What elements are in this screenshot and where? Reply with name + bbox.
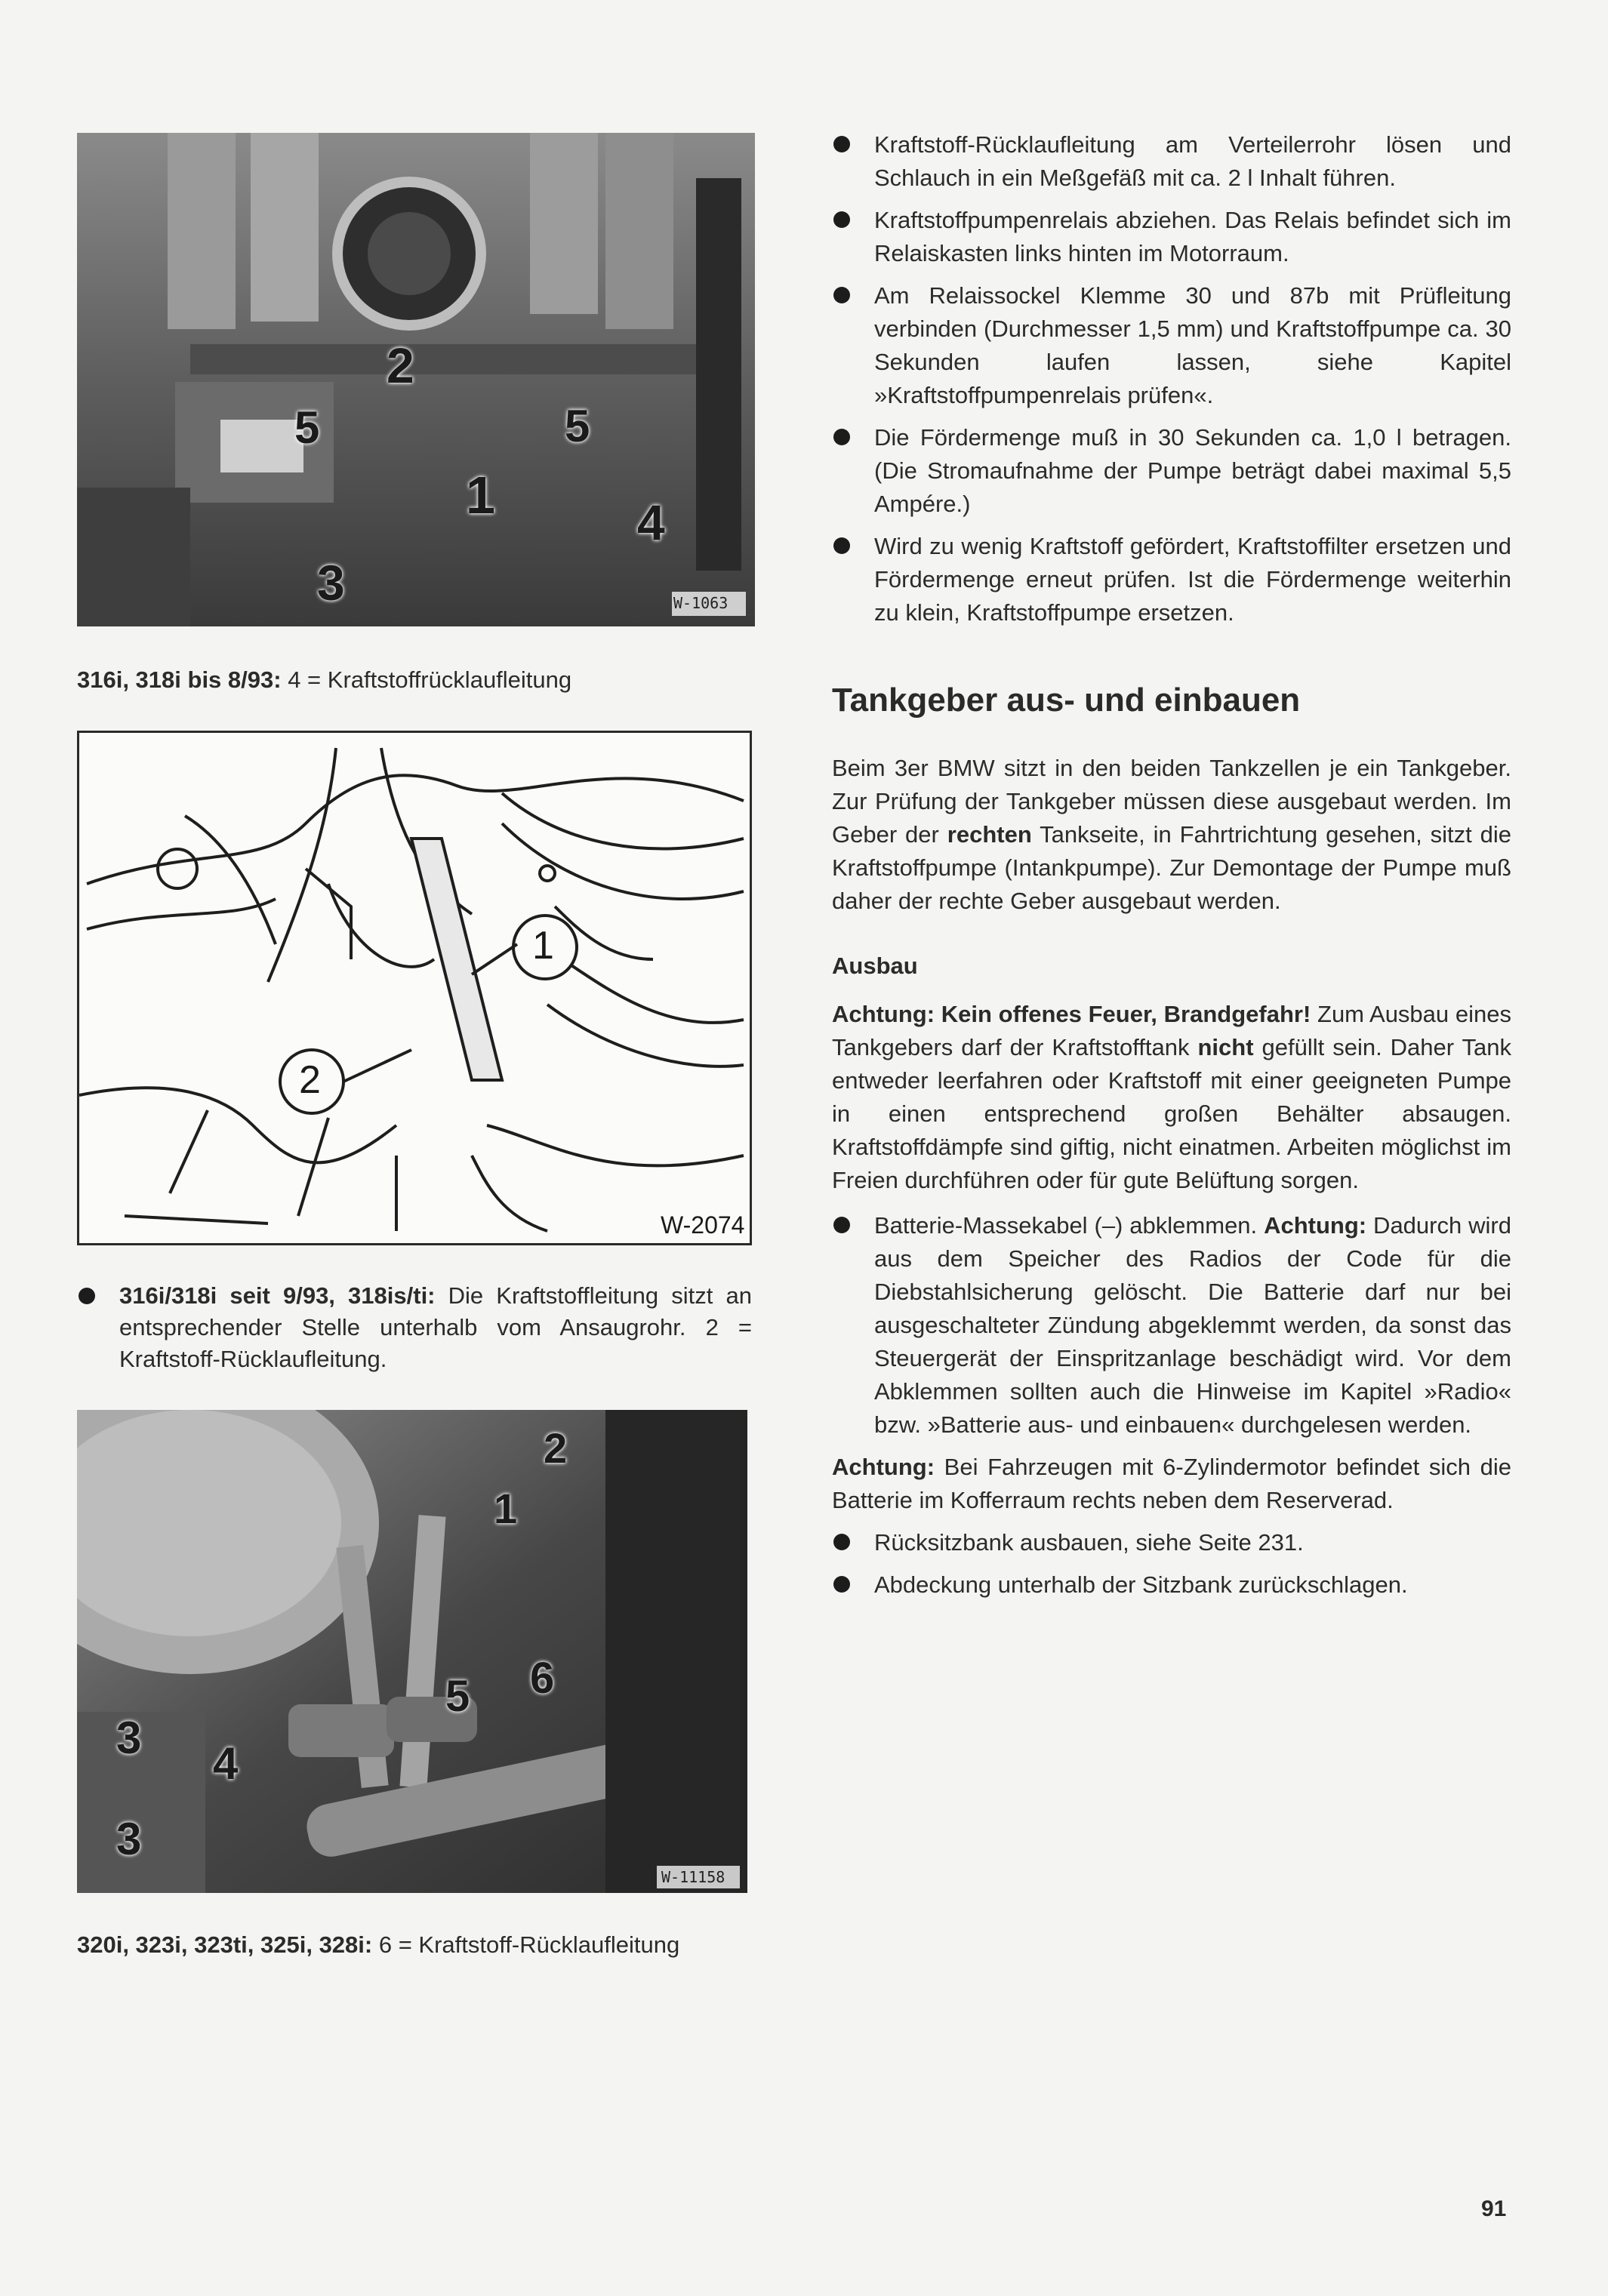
six-text: Bei Fahrzeugen mit 6-Zylindermotor befindet sich die Batterie im Kofferraum rechts neben dem Reserverad. bbox=[832, 1454, 1511, 1513]
figure-code: W-2074 bbox=[661, 1211, 745, 1239]
caption-bold: 316i, 318i bis 8/93: bbox=[77, 666, 282, 693]
list-item-text: Die Fördermenge muß in 30 Sekunden ca. 1,0 l betragen. (Die Stromaufnahme der Pumpe beträgt dabei maximal 5,5 Ampére.) bbox=[874, 424, 1511, 517]
callout-5-right: 5 bbox=[565, 401, 590, 451]
list-item bbox=[832, 1209, 1511, 1442]
page-number: 91 bbox=[1481, 2196, 1507, 2221]
battery-text-a: Batterie-Massekabel (–) abklemmen. bbox=[874, 1212, 1265, 1239]
bullet-dot bbox=[833, 1576, 850, 1593]
section-heading: Tankgeber aus- und einbauen bbox=[832, 682, 1301, 719]
right-column bbox=[832, 128, 1511, 1611]
intro-bold: rechten bbox=[947, 821, 1032, 848]
callout-1: 1 bbox=[532, 924, 554, 968]
figure-code: W-11158 bbox=[661, 1868, 725, 1886]
battery-text-b: Dadurch wird aus dem Speicher des Radios der Code für die Diebstahlsicherung gelöscht. Die Batterie darf nur bei ausgeschalteter Zündung abgeklemmt werden, da sonst das Steuergerät der Einspritzanlage beschädigt wird. Vor dem Abklemmen sollten auch die Hinweise im Kapitel »Radio« bzw. »Batterie aus- und einbauen« durchgelesen werden. bbox=[874, 1212, 1511, 1438]
callout-5: 5 bbox=[445, 1672, 470, 1721]
six-bold: Achtung: bbox=[832, 1454, 935, 1480]
list-item bbox=[832, 421, 1511, 521]
figure-code: W-1063 bbox=[673, 594, 729, 612]
subheading: Ausbau bbox=[832, 953, 918, 979]
callout-4: 4 bbox=[637, 494, 665, 550]
figure-3-caption bbox=[77, 1929, 756, 1961]
callout-6: 6 bbox=[530, 1654, 555, 1703]
bullet-dot bbox=[833, 136, 850, 152]
six-cylinder-note bbox=[832, 1451, 1511, 1517]
callout-3-lower: 3 bbox=[116, 1814, 142, 1864]
callout-3-upper: 3 bbox=[116, 1713, 142, 1763]
warning-bold-2: nicht bbox=[1197, 1034, 1254, 1060]
bullet-dot bbox=[833, 1217, 850, 1233]
intro-paragraph bbox=[832, 752, 1511, 918]
bullet-dot bbox=[833, 287, 850, 303]
note-bold: 316i/318i seit 9/93, 318is/ti: bbox=[119, 1282, 436, 1309]
list-item bbox=[832, 279, 1511, 412]
warning-paragraph bbox=[832, 998, 1511, 1197]
callout-2: 2 bbox=[544, 1424, 568, 1472]
figure-engine-photo-2 bbox=[77, 1410, 747, 1893]
bullet-dot bbox=[833, 429, 850, 445]
note-text: Die Kraftstoffleitung sitzt an entsprechender Stelle unterhalb vom Ansaugrohr. 2 = Kraftstoff-Rücklaufleitung. bbox=[119, 1282, 753, 1372]
bullet-dot bbox=[833, 537, 850, 554]
warning-text-b: gefüllt sein. Daher Tank entweder leerfahren oder Kraftstoff mit einer geeigneten Pumpe in einen entsprechend großen Behälter absaugen. Kraftstoffdämpfe sind giftig, nicht einatmen. Arbeiten möglichst im Freien durchführen oder für gute Belüftung sorgen. bbox=[832, 1034, 1511, 1193]
callout-3: 3 bbox=[317, 555, 345, 611]
list-item-text: Abdeckung unterhalb der Sitzbank zurückschlagen. bbox=[874, 1571, 1408, 1598]
list-item bbox=[832, 1568, 1511, 1602]
figure-2-note bbox=[77, 1280, 752, 1384]
figure-1-caption bbox=[77, 664, 756, 696]
battery-bold: Achtung: bbox=[1264, 1212, 1367, 1239]
callout-1: 1 bbox=[494, 1485, 518, 1532]
callout-2: 2 bbox=[387, 337, 414, 393]
list-item-text: Am Relaissockel Klemme 30 und 87b mit Prüfleitung verbinden (Durchmesser 1,5 mm) und Kraftstoffpumpe ca. 30 Sekunden laufen lassen, siehe Kapitel »Kraftstoffpumpenrelais prüfen«. bbox=[874, 282, 1511, 408]
callout-4: 4 bbox=[213, 1738, 239, 1789]
intro-text-b: Tankseite, in Fahrtrichtung gesehen, sitzt die Kraftstoffpumpe (Intankpumpe). Zur Demontage der Pumpe muß daher der rechte Geber ausgebaut werden. bbox=[832, 821, 1511, 914]
list-item bbox=[832, 1526, 1511, 1559]
list-item-text: Kraftstoffpumpenrelais abziehen. Das Relais befindet sich im Relaiskasten links hinten im Motorraum. bbox=[874, 207, 1511, 266]
list-item-text: Wird zu wenig Kraftstoff gefördert, Kraftstoffilter ersetzen und Fördermenge erneut prüfen. Ist die Fördermenge weiterhin zu klein, Kraftstoffpumpe ersetzen. bbox=[874, 533, 1511, 626]
warning-bold: Achtung: Kein offenes Feuer, Brandgefahr! bbox=[832, 1001, 1311, 1027]
list-item bbox=[832, 204, 1511, 270]
bullet-dot bbox=[833, 1534, 850, 1550]
list-item bbox=[832, 530, 1511, 629]
caption-text: 4 = Kraftstoffrücklaufleitung bbox=[281, 666, 572, 693]
warning-text-a: Zum Ausbau eines Tankgebers darf der Kraftstofftank bbox=[832, 1001, 1511, 1060]
callout-2: 2 bbox=[299, 1058, 321, 1102]
intro-text-a: Beim 3er BMW sitzt in den beiden Tankzellen je ein Tankgeber. Zur Prüfung der Tankgeber müssen diese ausgebaut werden. Im Geber der bbox=[832, 755, 1511, 848]
bullet-dot bbox=[833, 211, 850, 228]
figure-engine-photo-1 bbox=[77, 133, 755, 626]
caption-text: 6 = Kraftstoff-Rücklaufleitung bbox=[372, 1931, 680, 1958]
list-item-text: Kraftstoff-Rücklaufleitung am Verteilerrohr lösen und Schlauch in ein Meßgefäß mit ca. 2 l Inhalt führen. bbox=[874, 131, 1511, 191]
caption-bold: 320i, 323i, 323ti, 325i, 328i: bbox=[77, 1931, 373, 1958]
callout-5-left: 5 bbox=[294, 402, 320, 453]
list-item bbox=[832, 128, 1511, 195]
callout-1: 1 bbox=[466, 466, 495, 525]
figure-line-drawing bbox=[77, 731, 752, 1245]
bullet-dot bbox=[79, 1288, 95, 1304]
list-item-text: Rücksitzbank ausbauen, siehe Seite 231. bbox=[874, 1529, 1304, 1556]
